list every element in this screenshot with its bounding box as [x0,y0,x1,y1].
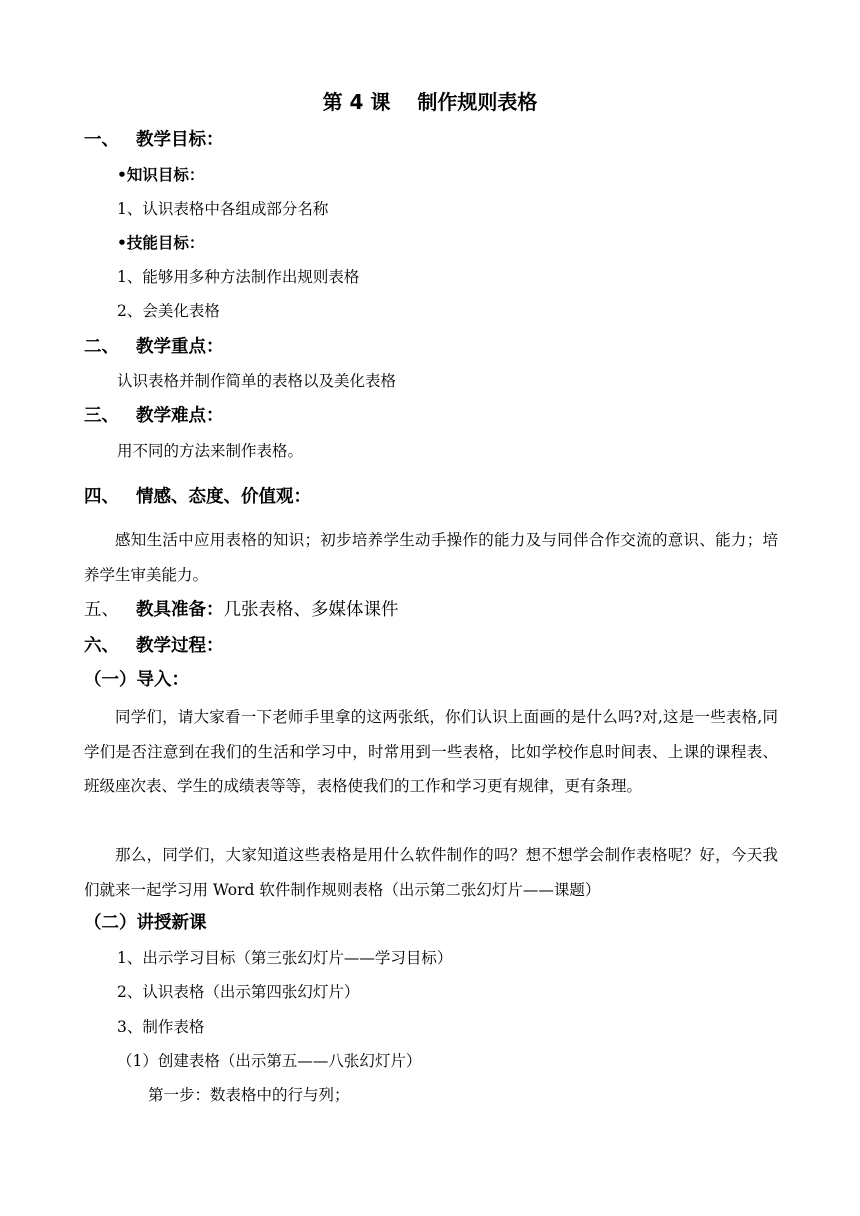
section-label: 教学重点： [136,337,224,357]
section-number: 五、 [84,600,119,620]
section-heading-values [84,487,311,507]
lesson-item-1: 1、出示学习目标（第三张幻灯片——学习目标） [117,949,453,967]
section-label: 情感、态度、价值观： [136,487,311,507]
page-title: 第 4 课 制作规则表格 [322,90,538,114]
materials-value: 几张表格、多媒体课件 [223,600,399,620]
section-label: 教学目标： [136,130,224,150]
section-heading-process [84,636,224,656]
section-number: 六、 [84,636,119,656]
section-label: 教学过程： [136,636,224,656]
knowledge-item-1: 1、认识表格中各组成部分名称 [117,200,329,218]
section-label: 教具准备： [136,600,224,620]
skill-item-2: 2、会美化表格 [117,302,220,320]
section-heading-objectives [84,130,224,150]
section-label: 教学难点： [136,406,224,426]
section-number: 二、 [84,337,119,357]
introduction-paragraph-2: 那么，同学们，大家知道这些表格是用什么软件制作的吗？想不想学会制作表格呢？好，今天我们就来一起学习用 Word 软件制作规则表格（出示第二张幻灯片——课题） [84,846,778,899]
skill-item-1: 1、能够用多种方法制作出规则表格 [117,268,360,286]
knowledge-heading: •知识目标： [117,166,205,184]
section-heading-difficulties [84,406,224,426]
values-paragraph: 感知生活中应用表格的知识；初步培养学生动手操作的能力及与同伴合作交流的意识、能力；培养学生审美能力。 [84,531,778,584]
key-points-text: 认识表格并制作简单的表格以及美化表格 [117,372,397,390]
section-number: 一、 [84,130,119,150]
section-number: 四、 [84,487,119,507]
lesson-item-3: 3、制作表格 [117,1018,205,1036]
lesson-step-1: 第一步：数表格中的行与列； [148,1086,350,1104]
lesson-item-2: 2、认识表格（出示第四张幻灯片） [117,983,360,1001]
difficulties-text: 用不同的方法来制作表格。 [117,442,304,460]
section-heading-key-points [84,337,224,357]
subheading-introduction: （一）导入： [84,670,189,690]
section-number: 三、 [84,406,119,426]
lesson-subitem-1: （1）创建表格（出示第五——八张幻灯片） [117,1052,422,1070]
section-heading-materials [84,600,399,620]
skill-heading: •技能目标： [117,234,205,252]
subheading-new-lesson: （二）讲授新课 [84,913,207,933]
introduction-paragraph: 同学们，请大家看一下老师手里拿的这两张纸，你们认识上面画的是什么吗?对,这是一些表格,同学们是否注意到在我们的生活和学习中，时常用到一些表格，比如学校作息时间表、上课的课程表、班级座次表、学生的成绩表等等，表格使我们的工作和学习更有规律，更有条理。 [84,708,778,795]
